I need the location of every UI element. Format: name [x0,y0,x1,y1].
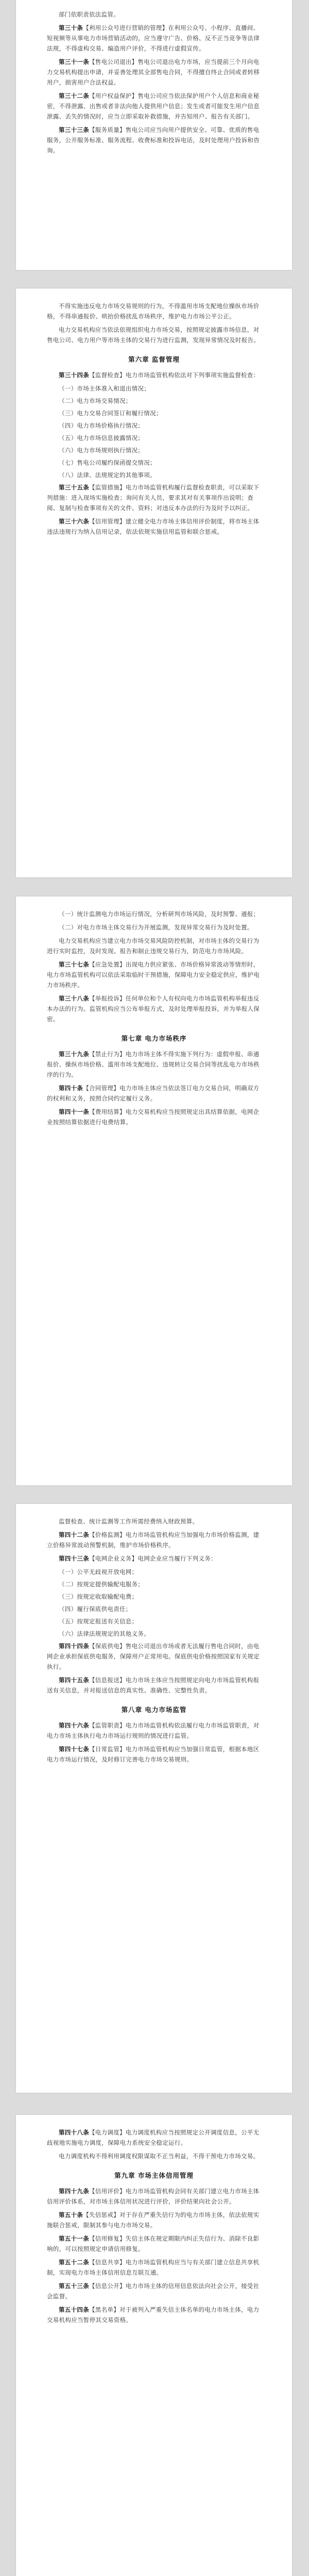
article-paragraph [47,922,261,933]
article-paragraph [47,2281,261,2301]
article-number: 第三十一条 [59,58,89,65]
article-text: 【监督检查】电力市场监管机构依法对下列事项实施监督检查： [89,371,260,379]
article-paragraph [47,325,261,345]
article-text: 电力交易机构应当依法依规组织电力市场交易，按照规定披露市场信息，对售电公司、电力用户等市场主体的交易行为进行监测，发现异常情况及时报告。 [47,326,260,344]
article-paragraph [47,959,261,990]
article-number: 第三十三条 [59,126,89,133]
article-number: 第四十四条 [59,1642,89,1650]
list-item: （一）市场主体准入和退出情况； [59,385,150,392]
document-page-3 [16,896,292,1485]
article-number: 第三十八条 [59,995,89,1002]
article-paragraph [47,482,261,513]
article-paragraph [47,2257,261,2278]
article-number: 第四十八条 [59,2129,89,2136]
article-paragraph [47,2210,261,2230]
article-number: 第四十七条 [59,1745,89,1753]
article-paragraph [47,23,261,54]
article-text: 监督检查、统计监测等工作所需经费纳入财政预算。 [59,1518,199,1525]
list-item: （六）电力市场规则执行情况； [59,447,144,454]
article-text: 【利用公众号进行营销的管理】在利用公众号、小程序、直播间、短视频等从事电力市场营销活动的，应当遵守广告、价格、反不正当竞争等法律法规，不得虚构交易、编造用户评价，不得进行虚假宣传。 [47,24,260,52]
article-number: 第四十二条 [59,1531,89,1538]
article-text: （一）统计监测电力市场运行情况，分析研判市场风险，及时预警、通报； [59,910,260,918]
article-text: 【费用结算】电力交易机构应当按照规定出具结算依据，电网企业按照结算依据进行电费结算。 [47,1108,260,1126]
article-paragraph [47,301,261,321]
page-content [16,289,292,550]
article-paragraph [47,2186,261,2207]
article-number: 第三十条 [59,24,83,31]
article-number: 第三十七条 [59,961,89,968]
article-paragraph [47,57,261,88]
article-paragraph [47,1107,261,1127]
page-content [16,896,292,1141]
article-text: 【电力调度】电力调度机构应当按照规定公开调度信息，公平无歧视地实施电力调度，保障电力系统安全稳定运行。 [47,2129,260,2146]
article-number: 第五十条 [59,2211,83,2218]
article-paragraph [47,370,261,380]
article-number: 第五十四条 [59,2306,89,2313]
list-item: （六）法律法规规定的其他义务。 [59,1630,150,1637]
article-text: 【监管职责】电力市场监管机构依法履行电力市场监管职责，对电力市场主体执行电力市场运行规则的情况进行监管。 [47,1722,260,1739]
article-text: 【服务质量】售电公司应当向用户提供安全、可靠、优质的售电服务，公开服务标准、服务流程、收费标准和投诉电话，及时处理用户投诉和咨询。 [47,126,260,154]
article-number: 第四十条 [59,1084,83,1092]
chapter-heading: 第六章 监督管理 [128,355,180,363]
article-paragraph [47,909,261,919]
article-paragraph [47,993,261,1024]
document-page-4 [16,1504,292,2093]
list-item: （七）售电公司履约保函提交情况； [59,459,156,466]
article-text: 【合同管理】电力市场主体应当依法签订电力交易合同，明确双方的权利和义务，按照合同约定履行义务。 [47,1084,260,1102]
article-paragraph [47,1553,261,1564]
list-item: （五）按规定报送有关信息； [59,1618,138,1625]
article-text: 【价格监测】电力市场监管机构应当加强电力市场价格监测，建立价格异常波动预警机制，维护市场价格秩序。 [47,1531,260,1549]
article-paragraph [47,9,261,20]
article-number: 第四十三条 [59,1555,89,1562]
article-text: 【用户权益保护】售电公司应当依法保护用户个人信息和商业秘密，不得泄露、出售或者非法向他人提供用户信息；发生或者可能发生用户信息泄露、丢失的情况时，应当立即采取补救措施，并告知用户、报告有关部门。 [47,92,260,120]
article-text: 【监管措施】电力市场监管机构履行监督检查职责，可以采取下列措施：进入现场实施检查；询问有关人员，要求其对有关事项作出说明；查阅、复制与检查事项有关的文件、资料；对违反本办法的行为及时予以纠正。 [47,484,260,512]
page-content [16,2115,292,2338]
list-item: （一）公平无歧视开放电网； [59,1568,138,1575]
list-item: （四）电力市场价格执行情况； [59,422,144,429]
article-text: 【禁止行为】电力市场主体不得实施下列行为：虚假申报、串通报价、操纵市场价格、滥用市场支配地位、违规转让交易合同等扰乱电力市场秩序的行为。 [47,1050,260,1078]
article-paragraph [47,2233,261,2254]
article-text: （二）对电力市场主体交易行为开展监测，发现异常交易行为及时处置。 [59,924,253,931]
article-text: 【信息报送】电力市场主体应当按照规定向电力市场监管机构报送有关信息，并对报送信息的真实性、准确性、完整性负责。 [47,1676,260,1694]
article-text: 【信息公开】电力市场主体的信用信息依法向社会公开，接受社会监督。 [47,2282,260,2300]
article-text: 【电网企业义务】电网企业应当履行下列义务： [89,1555,217,1562]
document-page-2 [16,289,292,877]
page-content [16,1504,292,1778]
article-paragraph [47,936,261,956]
article-number: 第四十九条 [59,2188,89,2195]
list-item: （三）电力交易合同签订和履行情况； [59,410,162,417]
article-paragraph [47,1641,261,1672]
article-text: 【黑名单】对于被列入严重失信主体名单的电力市场主体，电力交易机构应当暂停其交易资格。 [47,2306,260,2324]
article-paragraph [47,2151,261,2161]
article-text: 电力交易机构应当建立电力市场交易风险防控机制，对市场主体的交易行为进行实时监控，及时发现、报告和制止违规交易行为，防范电力市场风险。 [47,937,260,955]
chapter-heading: 第八章 电力市场监管 [121,1706,187,1714]
article-paragraph [47,1675,261,1696]
article-number: 第四十一条 [59,1108,89,1115]
list-item: （四）履行保底供电责任； [59,1605,132,1613]
article-paragraph [47,1049,261,1080]
list-item: （二）电力市场交易情况； [59,397,132,404]
article-number: 第三十六条 [59,518,89,525]
article-paragraph [47,125,261,156]
list-item: （五）电力市场信息披露情况； [59,434,144,442]
article-number: 第三十四条 [59,371,89,379]
article-paragraph [47,1516,261,1527]
article-paragraph [47,516,261,537]
article-text: 【信息共享】电力市场监管机构应当与有关部门建立信息共享机制，实现电力市场主体信用信息互联互通。 [47,2259,260,2276]
article-paragraph [47,1720,261,1741]
article-paragraph [47,1530,261,1550]
list-item: （三）按规定收取输配电费； [59,1593,138,1600]
article-text: 【举报投诉】任何单位和个人有权向电力市场监管机构举报违反本办法的行为。监管机构应当公布举报方式，及时处理举报投诉，并为举报人保密。 [47,995,260,1023]
article-paragraph [47,2127,261,2148]
article-text: 【应急处置】出现电力供应紧张、市场价格异常波动等情形时，电力市场监管机构可以依法采取临时干预措施，保障电力安全稳定供应，维护电力市场秩序。 [47,961,260,989]
article-number: 第四十六条 [59,1722,89,1729]
article-text: 【信用管理】建立健全电力市场主体信用评价制度，将市场主体违法违规行为纳入信用记录，依法依规实施信用监管和联合惩戒。 [47,518,260,535]
article-number: 第三十五条 [59,484,89,491]
article-text: 【信用评价】电力市场监管机构会同有关部门建立电力市场主体信用评价体系，对市场主体信用状况进行评价，评价结果向社会公开。 [47,2188,260,2205]
article-paragraph [47,1083,261,1104]
article-text: 电力调度机构不得利用调度权限谋取不正当利益，不得干预电力市场交易。 [59,2153,260,2160]
article-number: 第三十九条 [59,1050,89,1058]
article-text: 不得实施违反电力市场交易规则的行为，不得滥用市场支配地位操纵市场价格，不得串通报价、哄抬价格扰乱市场秩序，维护电力市场公平公正。 [47,302,260,320]
list-item: （八）法律、法规规定的其他事项。 [59,471,156,479]
page-content [16,0,292,169]
article-text: 【失信惩戒】对于存在严重失信行为的电力市场主体，依法依规实施联合惩戒，限制其参与电力市场交易。 [47,2211,260,2229]
article-number: 第四十五条 [59,1676,89,1684]
chapter-heading: 第九章 市场主体信用管理 [114,2172,194,2179]
article-number: 第三十二条 [59,92,89,99]
article-text: 【日常监管】电力市场监管机构应当加强日常监管，根据本地区电力市场运行情况，及时修订完善电力市场交易规则。 [47,1745,260,1763]
article-text: 【信用修复】失信主体在规定期限内纠正失信行为、消除不良影响的，可以按照规定申请信用修复。 [47,2235,260,2252]
chapter-heading: 第七章 电力市场秩序 [121,1035,187,1042]
document-page-5 [16,2115,292,2576]
article-number: 第五十二条 [59,2259,89,2266]
article-text: 【保底供电】售电公司退出市场或者无法履行售电合同时，由电网企业承担保底供电服务，保障用户正常用电。保底供电价格按照国家有关规定执行。 [47,1642,260,1670]
article-number: 第五十一条 [59,2235,89,2242]
document-page-1 [16,0,292,270]
article-paragraph [47,91,261,122]
article-number: 第五十三条 [59,2282,89,2290]
article-paragraph [47,2304,261,2325]
article-paragraph [47,1744,261,1765]
article-text: 部门依职责依法监管。 [59,11,119,18]
list-item: （二）按规定提供输配电服务； [59,1581,144,1588]
article-text: 【售电公司退出】售电公司退出电力市场，应当提前三个月向电力交易机构提出申请，并妥善处理其全部售电合同，不得擅自终止合同或者转移用户，损害用户合法权益。 [47,58,260,86]
